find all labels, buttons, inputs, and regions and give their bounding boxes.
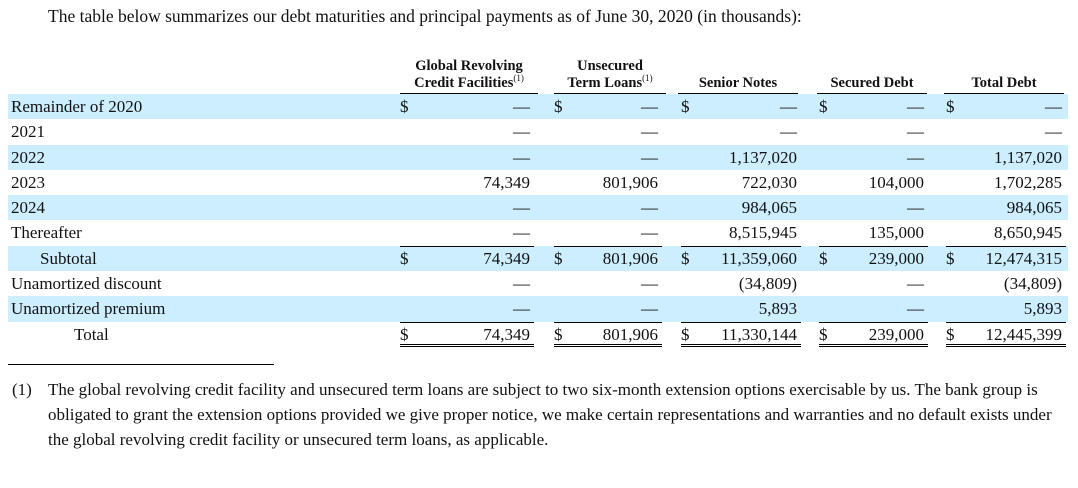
value-cell: — [907,274,924,294]
value-cell: 239,000 [868,248,924,268]
value-cell: — [513,198,530,218]
table-row [8,271,1068,296]
currency-symbol: $ [681,248,690,268]
row-label: Thereafter [11,223,82,243]
value-cell: — [907,147,924,167]
value-cell: 11,359,060 [721,248,797,268]
currency-symbol: $ [400,97,409,116]
value-cell: 8,515,945 [729,223,797,243]
col-header-total-debt: Total Debt [944,75,1064,94]
row-label: 2021 [11,122,45,142]
col-header-term-loans: Unsecured Term Loans$^{(1)}$ [554,58,666,94]
table-row [8,119,1068,144]
value-cell: — [641,299,658,319]
row-label: 2024 [11,198,45,218]
row-label: Unamortized discount [11,274,162,294]
row-label: 2023 [11,172,45,192]
value-cell: 104,000 [868,172,924,192]
footnote-rule [8,364,274,365]
table-row [8,94,1068,119]
value-cell: 239,000 [868,324,924,344]
value-cell: 11,330,144 [721,324,797,344]
value-cell: — [780,97,797,116]
value-cell: 12,445,399 [985,324,1062,344]
col-header-senior-notes: Senior Notes [678,75,798,94]
value-cell: — [1045,97,1062,116]
value-cell: 5,893 [1023,299,1062,319]
col-header-credit-facilities: Global Revolving Credit Facilities$^{(1)}$ [400,58,538,94]
footnote-marker: (1) [12,380,32,399]
value-cell: — [513,97,530,116]
value-cell: 801,906 [602,172,658,192]
row-label: Remainder of 2020 [11,97,143,116]
value-cell: — [641,274,658,294]
currency-symbol: $ [819,97,828,116]
value-cell: 74,349 [483,172,530,192]
value-cell: — [641,198,658,218]
currency-symbol: $ [554,97,563,116]
col-header-secured-debt: Secured Debt [817,75,927,94]
value-cell: — [907,198,924,218]
value-cell: — [513,299,530,319]
table-body [8,94,1068,347]
footnote [12,377,1062,452]
value-cell: 984,065 [1006,198,1062,218]
value-cell: (34,809) [738,274,797,294]
currency-symbol: $ [946,248,955,268]
value-cell: 1,702,285 [994,172,1062,192]
currency-symbol: $ [946,324,955,344]
value-cell: 1,137,020 [729,147,797,167]
table-row [8,296,1068,321]
value-cell: — [641,223,658,243]
value-cell: 722,030 [741,172,797,192]
value-cell: 74,349 [483,324,530,344]
value-cell: 801,906 [602,248,658,268]
value-cell: — [513,223,530,243]
row-label: Subtotal [40,248,97,268]
value-cell: 5,893 [758,299,797,319]
table-row [8,195,1068,220]
value-cell: 1,137,020 [994,147,1062,167]
currency-symbol: $ [554,324,563,344]
row-label: Unamortized premium [11,299,166,319]
currency-symbol: $ [946,97,955,116]
value-cell: — [1045,122,1062,142]
value-cell: — [641,147,658,167]
table-row [8,246,1068,271]
currency-symbol: $ [400,248,409,268]
currency-symbol: $ [819,324,828,344]
value-cell: — [907,97,924,116]
table-header [8,58,1068,94]
value-cell: 801,906 [602,324,658,344]
value-cell: — [641,122,658,142]
value-cell: 8,650,945 [994,223,1062,243]
value-cell: — [513,274,530,294]
intro-text: The table below summarizes our debt maturities and principal payments as of June 30, 2020 (in thousands): [48,6,802,26]
value-cell: — [513,122,530,142]
value-cell: — [907,122,924,142]
currency-symbol: $ [819,248,828,268]
value-cell: — [513,147,530,167]
table-row [8,145,1068,170]
row-label: 2022 [11,147,45,167]
value-cell: 984,065 [741,198,797,218]
currency-symbol: $ [681,97,690,116]
value-cell: 74,349 [483,248,530,268]
value-cell: (34,809) [1003,274,1062,294]
debt-maturities-table [8,58,1068,347]
row-label: Total [74,324,109,344]
value-cell: — [907,299,924,319]
currency-symbol: $ [554,248,563,268]
value-cell: — [780,122,797,142]
footnote-text: The global revolving credit facility and unsecured term loans are subject to two six-month extension options exercisable by us. The bank group is obligated to grant the extension options provided we give proper notice, we make certain representations and warranties and no default exists under the global revolving credit facility or unsecured term loans, as applicable. [48,380,1052,449]
currency-symbol: $ [400,324,409,344]
value-cell: 135,000 [868,223,924,243]
value-cell: — [641,97,658,116]
table-row [8,220,1068,245]
table-row [8,322,1068,347]
currency-symbol: $ [681,324,690,344]
table-row [8,170,1068,195]
value-cell: 12,474,315 [985,248,1062,268]
